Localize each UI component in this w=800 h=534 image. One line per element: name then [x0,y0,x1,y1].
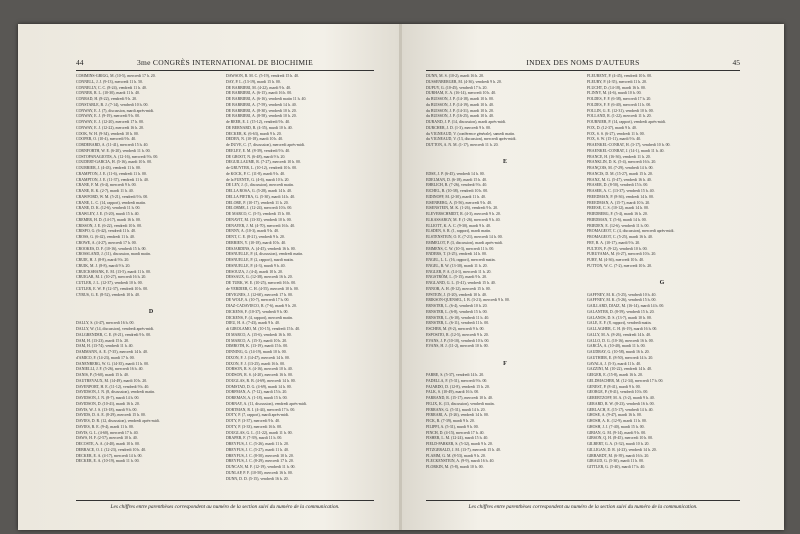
index-entry: DAVIDSON, J. N. (8-7), mardi 14 h. 00. [76,396,140,400]
index-entry: DELLA ROSA, G. (5-28), mardi 14 h. 40. [226,189,292,193]
index-entry: ELSDEN, S. R. (1, rapport), mardi matin. [426,229,492,234]
index-entry: DENNY, A. (10-3), mardi 9 h. 40. [226,229,279,234]
index-entry: DAVENPORT, H. E. (11-12), vendredi 9 h. 40. [76,384,150,389]
index-entry: DANENBERG, W. G. (14-35), mardi 11 h. 00. [76,361,150,366]
index-entry: CRAMPTON, J. E. (11-37), vendredi 11 h. 40. [76,177,149,182]
index-entry: DUNCAN, M. F. (12-19), vendredi 11 h. 00. [226,465,296,469]
index-entry: ELLIOTT, K. A. C. (9-30), mardi 9 h. 40. [426,223,491,228]
index-entry: CRANE, D. K. (12-6), vendredi 11 h. 00. [76,206,141,211]
index-entry: DAVIDS, D. A. E. (8-29), mercredi 15 h. 00. [76,413,146,418]
index-entry: FLAMM, G. M. (8-53), mardi 9 h. 20. [426,453,486,458]
index-entry: DALGRENDER, C. E. (8-21), vendredi 9 h. 00. [76,332,152,337]
index-entry: DINNING, G. (14-19), mardi 10 h. 00. [226,350,287,354]
left-index-column-2 [226,74,374,482]
index-entry: GILLIGAN, D. R. (4-23), vendredi 14 h. 20. [587,447,657,452]
index-entry: FRANÇOIS, M. (7-29), vendredi 14 h. 00. [587,166,654,170]
index-entry: DEDEN, N. (10-18), mardi 10 h. 40. [226,137,284,142]
index-entry: FREEDMAN, P. (8-36), vendredi 14 h. 00. [587,194,654,199]
index-entry: DESJARDINS, A. (4-45), vendredi 16 h. 00. [226,246,296,251]
index-entry: CRISPO, G. (6-42), vendredi 11 h. 40. [76,229,137,234]
index-entry: CREMER, H. D. (14-17), mardi 16 h. 00. [76,217,141,222]
index-entry: DUNN, D. D. (5-15), vendredi 16 h. 20. [226,476,289,481]
index-entry: FLEURENT, P. (4-45), vendredi 10 h. 00. [587,74,653,78]
index-entry: DEVIGNES, J. (12-60), mercredi 17 h. 00. [226,292,293,297]
index-entry: DREYFUS, J. C. (5-27), mardi 11 h. 40. [226,447,289,452]
index-entry: COURRIER, J. (4-43), vendredi 11 h. 00. [76,166,141,170]
index-entry: FRIEDMAN, T. (5-6), mardi 14 h. 00. [587,217,647,222]
index-entry: FAJARDO, D. (12-8), vendredi 15 h. 20. [426,384,490,389]
index-entry: du BUISSON, J. P. (14-19), mardi 10 h. 40. [426,102,494,107]
index-entry: DODSON, R. S. (4-20), mercredi 16 h. 00. [226,373,293,377]
index-entry: de DUVE, C. (7, discussion), mercredi après-midi. [226,143,305,147]
index-entry: DORTMAN, R. I. (4-44), mercredi 17 h. 00. [226,407,296,412]
index-entry: DENAVIT, M. (13-35), vendredi 10 h. 00. [226,217,292,222]
index-entry: FRY, B. A. (10-17), mardi 9 h. 20. [587,240,641,245]
index-entry: DAVIS, G. L. (4-60), mercredi 17 h. 40. [76,430,139,435]
index-entry: FRANCIS, D. M. (15-27), mardi 15 h. 20. [587,171,653,176]
index-entry: DE BARBIERI, A. (6-16), vendredi matin 11 h. 40. [226,97,307,101]
index-entry: DELORME, J. (12-24), mercredi 10 h. 00. [226,206,293,211]
index-entry: DOUGLAS, R. B. (4-69), mercredi 14 h. 00. [226,378,296,383]
index-entry: GIBIAN, G. M. (9-14), mardi 9 h. 00. [587,430,647,435]
index-entry: FRAENKEL-CONRAT, J. (14-1), mardi 11 h. 40. [587,148,665,153]
index-entry: CRANE, L. C. (14, rapport), vendredi matin. [76,200,147,205]
index-entry: EMMENS, C. W. (10-3), mercredi 11 h. 00. [426,246,495,251]
index-entry: FERRANS, G. (5-31), mardi 14 h. 20. [426,407,486,412]
index-entry: CYRUS, G. E. (8-52), vendredi 10 h. 40. [76,292,140,297]
index-entry: FRASER, A. C. (13-37), vendredi 15 h. 40. [587,189,655,193]
index-entry: CRUIE, H. J. (8-8), mardi 9 h. 20. [76,258,130,262]
index-entry: FALK, S. (10-49), mardi 16 h. 00. [426,390,480,395]
index-entry: DALLY, S. (4-47), mercredi 16 h. 00. [76,321,135,326]
right-page [402,24,784,530]
index-entry: FROMAGEOT, C. (4, discussion), mercredi après-midi. [587,229,675,234]
index-entry: CRAWLEY, J. E. (5-20), mardi 15 h. 40. [76,212,140,216]
index-entry: DENAYER, J. M. (4-70), mercredi 16 h. 40. [226,223,296,228]
index-entry: GERARD, R. W. (8-23), vendredi 16 h. 00. [587,401,655,406]
index-entry: FRAENKEL-CONRAT, H. (3-17), vendredi 10 h. 00. [587,143,671,147]
index-entry: EISENBERG, A. (5-56), mercredi 9 h. 40. [426,200,493,205]
left-footnote: Les chiffres entre parenthèses correspondent au numéro de la section suivi du numéro de la communication. [76,500,374,510]
index-entry: DANIELLI, J. F. (5-26), mercredi 16 h. 40. [76,367,144,372]
index-entry: FICK, R. (7-39), mardi 9 h. 20. [426,419,475,423]
index-entry: DAUTREVAUX, M. (14-49), mardi 10 h. 20. [76,378,148,383]
index-entry: GALLY, M. A. (8-26), vendredi 14 h. 40. [587,332,652,337]
index-entry: CUTLER, E. W. P. (12-37), vendredi 10 h. 00. [76,286,149,291]
index-entry: GHOSH, J. J. (7-40), mardi 15 h. 00. [587,424,645,429]
index-entry: EVANS, H. J. (11-2), mercredi 10 h. 00. [426,344,489,349]
index-entry: ERNSTER, L. (6-10), vendredi 11 h. 40. [426,315,490,320]
index-entry: GENEST, P. (8-41), mardi 9 h. 00. [587,384,641,389]
index-entry: DI MARCO, A. (15-6), vendredi 16 h. 00. [226,332,292,337]
index-entry: FLORKIN, M. (5-8), mardi 10 h. 00. [426,465,484,469]
index-entry: DECKER, E. A. (10-19), mardi 11 h. 00. [76,459,140,464]
index-entry: COSTOPANAGIOTIS, A. (12-16), mercredi 9 h. 00. [76,154,159,159]
index-entry: ESCHER, M. (8-2), mercredi 9 h. 00. [426,327,485,331]
index-entry: GALLAGHER, C. H. (6-19), mardi 16 h. 00. [587,327,658,331]
index-entry: CRANE, F. M. (6-4), mercredi 9 h. 00. [76,183,137,188]
index-entry: DELORE, P. (10-17), vendredi 11 h. 20. [226,200,289,205]
index-entry: DURCHER, J. D. (1-3), mercredi 9 h. 00. [426,125,491,130]
index-entry: FISHER, L. M. (12-24), mardi 15 h. 40. [426,436,489,441]
index-entry: FLECKENSTEIN, A. (9-9), mardi 16 h. 40. [426,459,495,464]
index-entry: CROWE, A. (4-27), mercredi 17 h. 00. [76,240,137,245]
index-entry: DEELEY, E. M. (8-39), vendredi 9 h. 40. [226,148,291,153]
index-entry: de KOCK, P. C. (11-8), mardi 9 h. 40. [226,171,286,176]
index-entry: DEBRACE, O. J. (12-23), vendredi 10 h. 40. [76,447,147,452]
index-entry: du VIGNEAUD, V. (conférence générale), samedi matin. [426,131,516,136]
index-entry: DE BARBIERI, A. (8-30), vendredi 10 h. 20. [226,108,297,113]
index-entry: DREYFUS, J. C. (8-29), mercredi 17 h. 20. [226,459,294,464]
index-entry: GITTLER, G. (5-40), mardi 17 h. 40. [587,465,646,469]
index-entry: DURHAM, E. A. (16-14), mercredi 10 h. 40. [426,91,497,96]
index-entry: FREESE, C. S. (10-12), mardi 14 h. 00. [587,206,649,211]
index-entry: GAVALA, J. (5-3), mardi 11 h. 40. [587,361,642,366]
index-entry: FRIEDBERG, F. (5-4), mardi 16 h. 20. [587,212,648,216]
index-entry: COUDERT-GARCIA, H. (5-16), mardi 10 h. 00. [76,160,153,165]
index-entry: FOX, S. W. (15-11), mardi 9 h. 40. [587,137,642,142]
left-index-column-1 [76,74,226,465]
index-entry: FOLDES, F. F. (6-38), mercredi 17 h. 20. [587,97,652,101]
index-entry: DANIS, P. (5-60), mardi 15 h. 40. [76,373,129,377]
right-page-header [426,58,740,71]
index-entry: DAWSON, R. M. C. (5-19), vendredi 15 h. 40. [226,74,300,78]
index-entry: FABRE, S. (5-37), vendredi 14 h. 20. [426,373,485,377]
index-entry: FOLDES, F. F. (6-40), mercredi 11 h. 00. [587,102,652,107]
index-entry: DEGUILLAUME, R. (7-27), mercredi 10 h. 00. [226,160,301,165]
index-entry: DAY, P. L. (13-19), mardi 15 h. 00. [226,79,281,84]
index-entry: DOUGLAS, G. L. (11-22), mardi 11 h. 00. [226,430,293,435]
index-entry: de BEER, E. J. (15-12), vendredi 9 h. 40. [226,120,291,124]
index-entry: DIXON, F. J. (14-47), mercredi 14 h. 00. [226,355,290,360]
index-entry: EMMELOT, P. (3, discussion), mardi après-midi. [426,240,503,245]
index-entry: DALLY, W. (14, discussion), vendredi après-midi. [76,327,155,331]
index-entry: GEIGER, E. (15-8), mardi 16 h. 20. [587,373,643,377]
index-entry: FURY, M. (4-36), mercredi 10 h. 40. [587,258,645,262]
index-entry: DENT, C. E. (8-21), vendredi 9 h. 20. [226,235,285,239]
index-entry: FADELLA, F. (5-31), mercredi 9 h. 00. [426,378,488,383]
index-entry: DAVIDSON, D. (10-41), mardi 16 h. 20. [76,401,140,406]
index-entry: DIXON, F. J. (13-25), mardi 16 h. 00. [226,361,286,366]
index-entry: ENGEL, L. L. (16, rapport), mercredi matin. [426,258,496,262]
index-entry: DUNLAP, P. F. (10-50), mercredi 16 h. 00. [226,470,293,475]
index-entry: GAUDRAY, G. (10-58), mardi 16 h. 20. [587,350,650,354]
index-entry: ENGLAND, G. L. (5-41), vendredi 15 h. 40. [426,281,496,285]
left-page-number: 44 [76,58,84,67]
index-entry: DAVIES, D. R. (12, discussion), vendredi après-midi. [76,419,160,423]
index-entry: DREYFUS, J. C. (5-26), mardi 11 h. 20. [226,442,289,446]
index-entry: DOTY, P. (3-37), mercredi 9 h. 40. [226,419,281,423]
index-entry: EDELMAN, D. (6-18), mardi 15 h. 40. [426,177,488,182]
right-page-number: 45 [732,58,740,67]
index-entry: CONWAY, E. J. (12-22), mercredi 16 h. 20. [76,125,144,130]
index-entry: DAM, H. (13-23), mardi 15 h. 20. [76,338,130,343]
index-entry: DECKER, K. (6-63), mardi 9 h. 20. [226,131,282,136]
index-entry: de GRUYTER, L. (10-12), vendredi 10 h. 00. [226,166,298,170]
index-entry: FINCH, D. (4-15), mercredi 17 h. 40. [426,430,485,435]
index-entry: FIELD-PARKER, S. (5-32), mardi 9 h. 20. [426,442,493,446]
index-entry: ERNSTER, L. (6-4), vendredi 10 h. 20. [426,304,488,308]
index-entry: GHOSH, A. K. (12-9), mardi 11 h. 00. [587,419,647,423]
index-entry: GALLO, D. G. (10-16), mercredi 16 h. 00. [587,338,654,343]
index-entry: DORFMAN, A. (7-12), mardi 15 h. 20. [226,390,288,395]
index-entry: CRISSON, J. E. (6-22), vendredi 10 h. 00. [76,223,143,228]
index-entry: DESSAUX, G. (12-38), mercredi 16 h. 20. [226,275,293,280]
index-entry: DI MARCO, A. (15-3), mardi 10 h. 20. [226,338,288,343]
right-running-title: INDEX DES NOMS D'AUTEURS [526,58,640,67]
index-entry: DORNAY, A. (11, discussion), vendredi après-midi. [226,401,307,406]
index-entry: DE TURK, W. E. (10-25), mercredi 16 h. 00. [226,281,297,285]
index-entry: DESNUELLE, P. (2, rapport), mardi matin. [226,258,294,262]
index-entry: GAUTHIER, E. (8-50), mercredi 14 h. 20. [587,355,654,360]
index-entry: DESNUELLE, P. (4-3), mardi 9 h. 40. [226,263,286,268]
index-entry: DOBSON, R. S. (4-16), mercredi 10 h. 40. [226,367,293,372]
index-entry: CONNELLY, C. C. (8-24), vendredi 11 h. 40. [76,85,147,90]
index-entry: FOX, D. (12-37), mardi 9 h. 40. [587,125,637,130]
index-entry: CRUICKSHANK, E. M. (13-5), mardi 11 h. 00. [76,269,151,274]
index-entry: DREYFUS, J. C. (8-50), mercredi 10 h. 20. [226,453,294,458]
index-entry: DAMMANN, A. E. (7-35), mercredi 14 h. 40. [76,350,148,354]
index-entry: CRUIK, M. J. (8-8), mardi 9 h. 20. [76,263,131,268]
index-entry: DUNN, M. S. (10-2), mardi 16 h. 20. [426,74,485,78]
index-entry: GALANTER, D. (8-59), vendredi 15 h. 20. [587,309,655,314]
index-entry: CROSSLAND, J. (11), discussion, mardi matin. [76,252,151,257]
index-entry: du BUISSON, J. P. (16-25), mardi 10 h. 40. [426,114,494,119]
index-entry: EIDINOFF, M. (2-30), mardi 11 h. 40. [426,194,486,199]
index-entry: d'AMICO, F. (14-23), mardi 17 h. 00. [76,355,135,360]
index-entry: ERIKSON-QUENSEL, I. B. (3-21), mercredi 9 h. 00. [426,298,510,303]
index-entry: ELKASSABGY, M. F. (1-26), mercredi 9 h. 40. [426,217,501,222]
index-entry: CROOKES, D. F. (10-16), vendredi 15 h. 00. [76,246,147,251]
index-entry: CRUIGAR, M. J. (10-27), mercredi 16 h. 20. [76,275,147,280]
index-entry: FOLLAND, R. (1-22), mercredi 11 h. 20. [587,114,652,119]
index-entry: CONWAY, E. J. (7), discussion, mardi après-midi. [76,108,155,113]
index-entry: FOURNIER, P. (14, rapport), vendredi après-midi. [587,120,666,124]
index-entry: CORNFORTH, W. E. (6-20), vendredi 11 h. 00. [76,148,151,153]
index-entry: EISENSTEIN, M. K. (1-26), vendredi 9 h. 20. [426,206,499,211]
section-letter: D [148,308,154,315]
index-entry: FURUYAMA, M. (6-27), mercredi 10 h. 20. [587,252,657,257]
index-entry: ESPOSITO, R. (12-5), mercredi 9 h. 20. [426,332,489,337]
right-index-column-2 [587,74,737,471]
index-entry: DUPUY, G. (10-45), vendredi 17 h. 20. [426,85,488,90]
index-entry: GIBSON, Q. H. (8-45), mercredi 10 h. 00. [587,436,654,441]
index-entry: DAM, H. (13-74), vendredi 11 h. 40. [76,344,134,349]
index-entry: FULTON, F. (9-12), vendredi 10 h. 00. [587,246,648,251]
index-entry: FROMAGEOT, C. (5-25), mardi 16 h. 40. [587,235,653,239]
index-entry: ERNSTER, L. (6-11), vendredi 11 h. 00. [426,321,490,326]
index-entry: DE MARCO, C. (5-5), vendredi 15 h. 00. [226,212,291,216]
index-entry: DECOSTE, A. A. (4-40), mardi 10 h. 00. [76,442,140,446]
index-entry: DE BARBIERI, A. (6-15), mardi 16 h. 00. [226,91,293,96]
index-entry: GERLACH, E. (15-17), vendredi 14 h. 40. [587,407,654,412]
index-entry: DRAPER, F. (7-39), mardi 11 h. 00. [226,436,283,441]
index-entry: GHOSE, A. (9-47), mardi 16 h. 00. [587,413,642,418]
index-entry: CRAWFORD, W. M. (5-21), vendredi 9 h. 00. [76,194,149,199]
index-entry: du VIGNEAUD, V. (13, discussion), mercredi après-midi. [426,137,517,142]
index-entry: GAFFNEY, M. K. (5-25), vendredi 10 h. 40. [587,292,657,297]
index-entry: DESNUELLE, P. (4, discussion), vendredi matin. [226,252,304,257]
index-entry: FLUCHT, D. (14-18), mardi 16 h. 00. [587,85,646,90]
section-letter: E [502,159,507,166]
index-entry: DIMROTH, K. (13-19), mardi 15 h. 00. [226,344,289,349]
index-entry: de VERDIER, C. H. (4-55), mercredi 10 h. 00. [226,286,299,291]
index-entry: EPSTEIN, J. (5-20), vendredi 10 h. 40. [426,292,487,297]
index-entry: COOK, W. H. (9-34), vendredi 10 h. 00. [76,131,139,136]
index-entry: GILBERT, G. A. (3-32), mardi 10 h. 20. [587,442,650,446]
index-entry: DE BERNARD, B. (4-35), mardi 10 h. 40. [226,125,293,130]
index-entry: FLEURY, P. (4-35), mercredi 11 h. 20. [587,79,647,84]
index-entry: DAVIDSON, J. N. (8, discussion), vendredi matin. [76,390,156,395]
index-entry: DERRIEN, Y. (10-18), mardi 10 h. 40. [226,240,287,245]
index-entry: DAVIES, R. E. (9-4), mardi 11 h. 00. [76,424,134,429]
index-entry: FITZGERALD, J. M. (13-7), mercredi 15 h. 40. [426,447,501,452]
index-entry: DESOUZA, J. (4-4), mardi 10 h. 20. [226,269,283,274]
right-index-column-1 [426,74,584,471]
index-entry: DUTTON, A. N. M. (1-17), mercredi 11 h. 20. [426,143,499,147]
index-entry: DOTY, P. (7, rapport), mardi après-midi. [226,413,290,418]
index-entry: GEORGE, P. (8-41), vendredi 10 h. 00. [587,390,649,395]
index-entry: CONRAD, H. (8-22), vendredi 9 h. 20. [76,97,138,101]
index-entry: DICKENS, F. (4, rapport), mercredi matin. [226,315,293,320]
index-entry: EVANS, J. P. (10-10), vendredi 10 h. 00. [426,338,490,343]
index-entry: CONSTABLE, B. J. (7-14), vendredi 10 h. 00. [76,102,149,107]
index-entry: CONWAY, E. J. (9-19), mercredi 9 h. 00. [76,114,141,119]
index-entry: GAILLARD, DJAIZ, M. (16-14), mardi 14 h. 00. [587,304,665,308]
index-entry: ELSTENSTEIN, O. E. (7-21), mercredi 14 h. 00. [426,235,503,239]
section-letter: F [503,360,507,367]
index-entry: EICHEL, B. (10-38), vendredi 10 h. 00. [426,189,489,193]
book-spread [18,24,784,530]
index-entry: COMMINS-GRIGG, M. (10-5), mercredi 17 h. 20. [76,74,156,78]
index-entry: DICKENS, F. (10-37), vendredi 9 h. 00. [226,309,289,314]
index-entry: FRASER, D. (8-50), vendredi 15 h. 00. [587,183,649,188]
index-entry: FRANZ, M. G. (5-47), vendredi 16 h. 40. [587,177,652,182]
index-entry: ENGSTRÖM, L. (5-15), mardi 9 h. 20. [426,275,488,280]
index-entry: FLINNY, M. (4-6), mardi 10 h. 00. [587,91,642,96]
index-entry: du BUISSON, J. P. (14-18), mardi 10 h. 00. [426,97,494,101]
index-entry: DAWS, H. F. (2-57), mercredi 10 h. 40. [76,436,138,441]
index-entry: DE BARBIERI, M. (4-22), mardi 9 h. 40. [226,85,292,90]
index-entry: ENDERS, T. (3-25), vendredi 14 h. 00. [426,252,487,257]
index-entry: COOPER, O. (10-4), mercredi 9 h. 40. [76,137,137,142]
index-entry: CONNER, R. L. (10-30), mardi 11 h. 40. [76,91,140,96]
left-running-title: 3me CONGRÈS INTERNATIONAL DE BIOCHIMIE [136,58,314,67]
index-entry: FRIEDEN, E. (12-6), vendredi 11 h. 00. [587,223,650,228]
index-entry: GAZZINI, M. (10-22), vendredi 14 h. 40. [587,367,652,372]
index-entry: GEREBTZOFF, M. A. (3-2), mardi 9 h. 40. [587,396,655,400]
index-entry: FREEDMAN, A. (15-7), mardi 10 h. 20. [587,200,651,205]
index-entry: DECKER, E. A. (4-17), mercredi 14 h. 00. [76,453,143,458]
index-entry: CUTLER, J. L. (12-37), vendredi 10 h. 00. [76,281,143,285]
section-letter: G [659,280,665,286]
index-entry: GIRAUD, G. (5-30), mardi 11 h. 00. [587,459,645,464]
index-entry: FARRAND, R. (15-17), mercredi 10 h. 40. [426,396,493,400]
index-entry: DOMSTAD, D. G. (4-69), mardi 14 h. 00. [226,384,292,389]
index-entry: EHRLICH, B. (7-26), vendredi 9 h. 40. [426,183,488,188]
index-entry: GAFFNEY, M. K. (5-26), vendredi 15 h. 00. [587,298,657,303]
index-entry: DE GROOT, N. (6-48), mardi 9 h. 20. [226,154,286,159]
left-page [18,24,400,530]
index-entry: GELDMACHER, M. (12-34), mercredi 17 h. 00. [587,378,664,383]
index-entry: DE BARBIERI, A. (8-58), vendredi 10 h. 20. [226,114,297,119]
index-entry: FERRARI, A. (5-26), vendredi 14 h. 00. [426,413,489,418]
index-entry: DELLA PIETRA, G. (5-30), mardi 14 h. 40. [226,194,296,199]
index-entry: EDSE, J. P. (6-45), vendredi 14 h. 00. [426,171,485,176]
index-entry: FUTTON, W. C. (7-2), mercredi 10 h. 20. [587,263,653,268]
index-entry: di GIROLAMO, M. (10-15), vendredi 15 h. 40. [226,327,301,331]
index-entry: CORDEBARD, A. (11-41), mercredi 15 h. 40. [76,143,149,147]
index-entry: GALANOS, D. S. (13-7), mardi 10 h. 00. [587,315,652,320]
index-entry: GARCÍA, A. (10-40), mardi 11 h. 00. [587,344,646,349]
index-entry: ELEVERSCHMIDT, R. (4-3), mercredi 9 h. 20. [426,212,501,216]
index-entry: FILIPPI, A. (5-31), mardi 9 h. 00. [426,424,479,429]
index-entry: CRANE, R. K. (2-7), mardi 11 h. 40. [76,189,134,193]
index-entry: ENGLER, P. A. (14-1), mercredi 11 h. 20. [426,269,492,274]
index-entry: de la FUENTE, G. (4-6), mardi 10 h. 20. [226,177,290,182]
index-entry: FOX, S. S. (6-27), vendredi 11 h. 00. [587,131,645,136]
index-entry: DIAZ-CADAVIECO, R. (7-6), mardi 9 h. 20. [226,304,297,308]
index-entry: DE BARBIERI, A. (7-59), vendredi 14 h. 40. [226,102,297,107]
index-entry: GIRBARDT, M. (6-39), mardi 16 h. 20. [587,453,650,458]
index-entry: GALE, E. F. (8, rapport), vendredi matin. [587,321,652,326]
index-entry: CRAMPTON, J. E. (11-6), vendredi 11 h. 00. [76,171,147,176]
index-entry: FRANKLIN, D. K. (5-4), mercredi 16 h. 20. [587,160,657,165]
right-footnote: Les chiffres entre parenthèses correspondent au numéro de la section suivi du numéro de la communication. [426,500,740,510]
index-entry: DOTY, P. (3-33), mercredi 16 h. 00. [226,424,283,429]
index-entry: FRANCE, H. (16-36), vendredi 11 h. 20. [587,154,651,159]
index-entry: CONNELL, J. J. (9-13), mercredi 11 h. 50. [76,79,143,84]
index-entry: FOLLIN, G. E. (12-31), vendredi 10 h. 00. [587,108,654,113]
index-entry: ENGEL, R. W. (13-30), mardi 11 h. 20. [426,263,488,268]
index-entry: DE LEY, J. (1, discussion), mercredi matin. [226,183,294,188]
index-entry: du BUISSON, J. P. (14-31), mardi 10 h. 20. [426,108,494,113]
index-entry: DAVIS, W. J. S. (13-18), mardi 9 h. 00. [76,407,138,412]
index-entry: DOREMAN, A. (1-18), mardi 15 h. 00. [226,396,288,400]
index-entry: DURAND, J. P. (14, discussion), mardi après-midi. [426,120,506,124]
left-page-header [76,58,374,71]
index-entry: ENNOR, A. H. (8-12), mercredi 15 h. 00. [426,286,491,291]
index-entry: CROSS, G. (6-42), vendredi 11 h. 40. [76,235,135,239]
index-entry: DUSSENBERGER, M. (4-36), vendredi 9 h. 20. [426,79,502,84]
index-entry: FELIX, K. (13, discussion), vendredi matin. [426,401,495,406]
index-entry: DIEU, H. A. (7-43), mardi 9 h. 40. [226,321,280,326]
index-entry: CONWAY, E. J. (12-20), mercredi 17 h. 00. [76,120,144,124]
index-entry: ERNSTER, L. (6-8), vendredi 15 h. 00. [426,309,488,314]
index-entry: DE WOLF, A. (10-7), mercredi 17 h. 00. [226,298,290,303]
